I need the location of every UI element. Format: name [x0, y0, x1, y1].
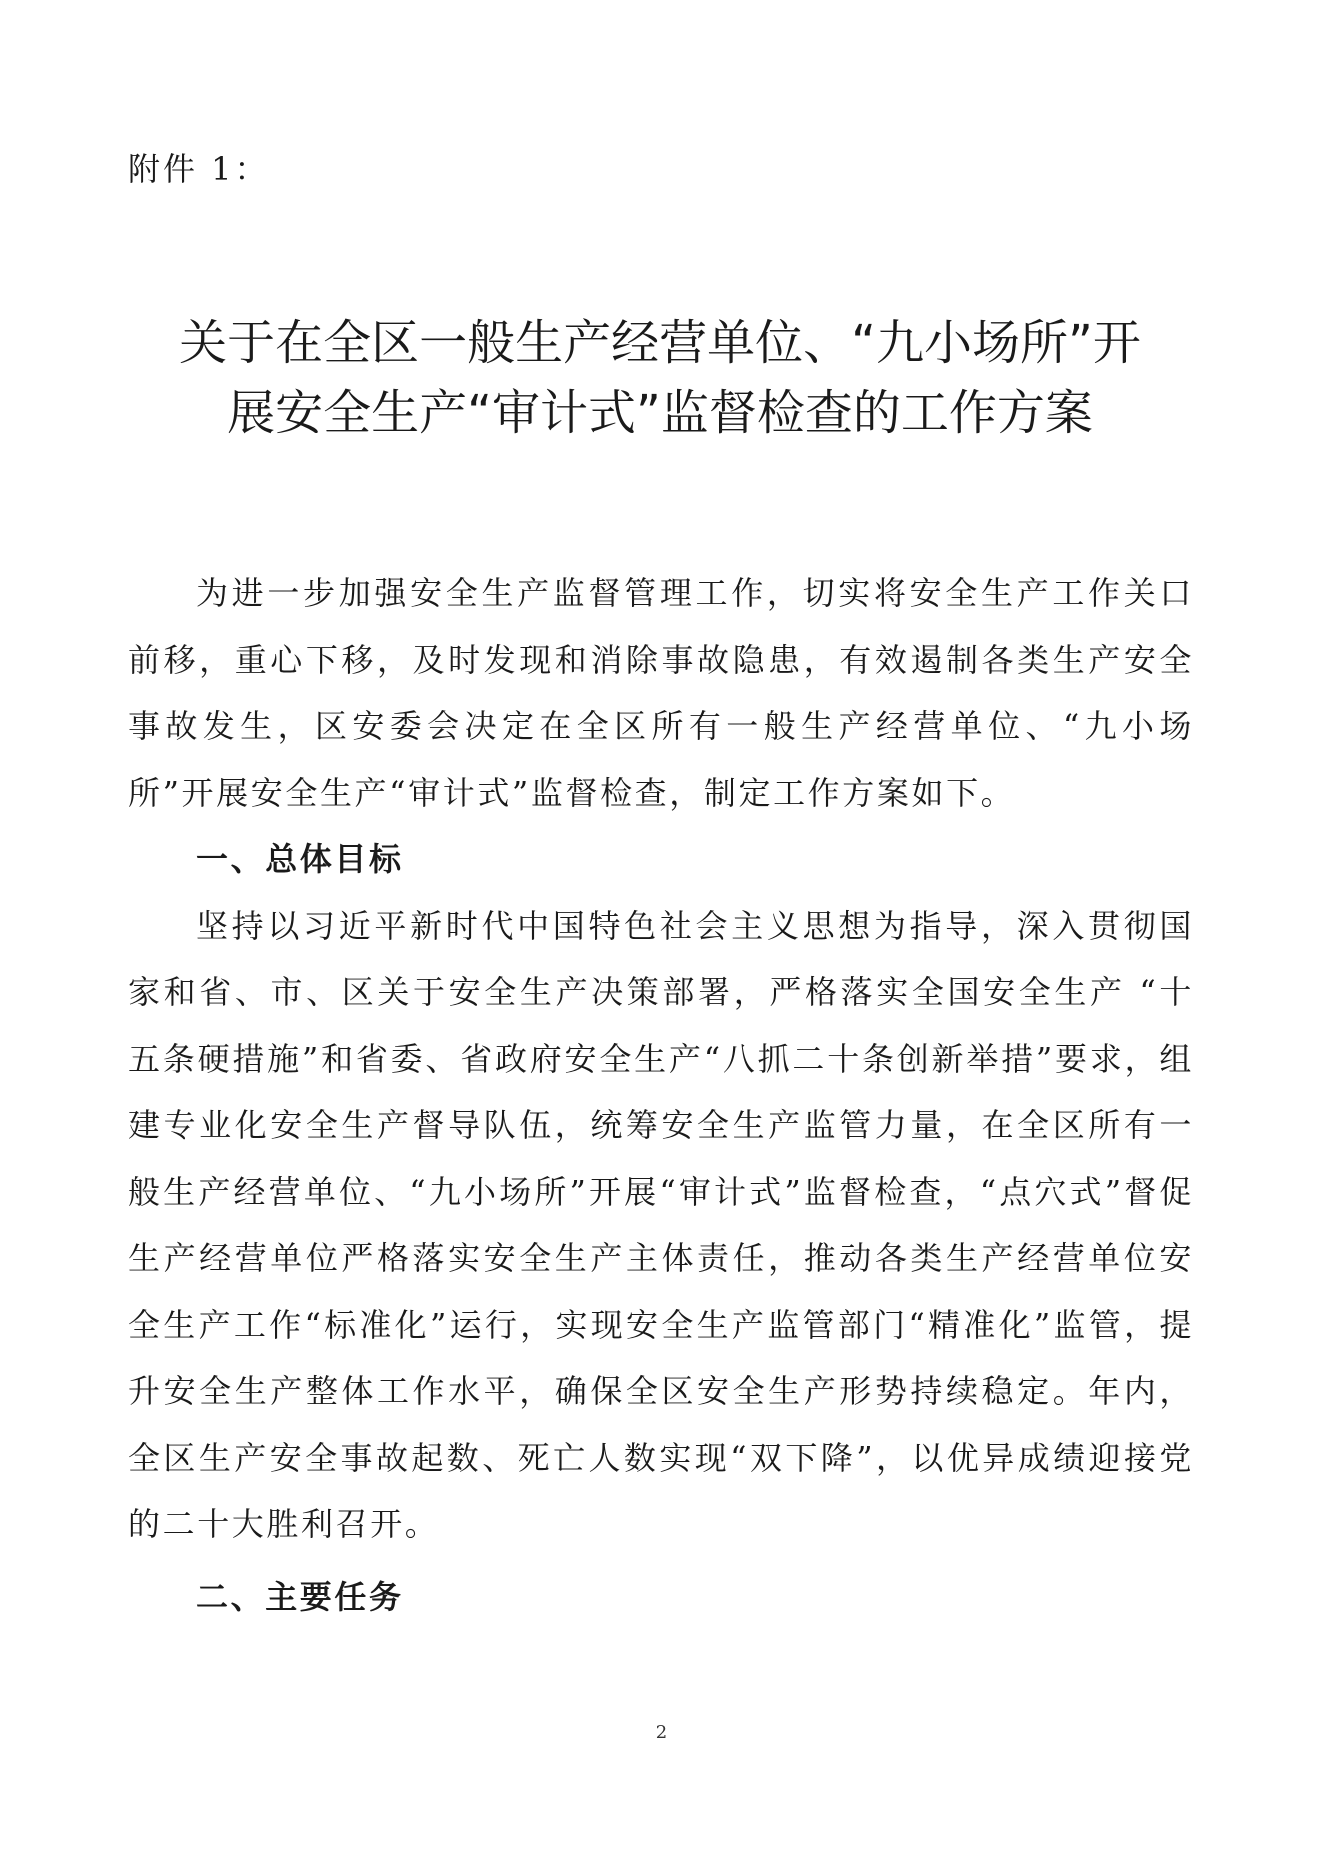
document-body — [128, 560, 1194, 1630]
page-number: 2 — [655, 1722, 668, 1743]
section-heading-overall-goal: 一、总体目标 — [196, 840, 404, 878]
intro-paragraph: 为进一步加强安全生产监督管理工作，切实将安全生产工作关口前移，重心下移，及时发现和消除事故隐患，有效遏制各类生产安全事故发生，区安委会决定在全区所有一般生产经营单位、“九小场所”开展安全生产“审计式”监督检查，制定工作方案如下。 — [128, 574, 1194, 812]
overall-goal-paragraph: 坚持以习近平新时代中国特色社会主义思想为指导，深入贯彻国家和省、市、区关于安全生产决策部署，严格落实全国安全生产 “十五条硬措施”和省委、省政府安全生产“八抓二十条创新举措”要求，组建专业化安全生产督导队伍，统筹安全生产监管力量，在全区所有一般生产经营单位、“九小场所”开展“审计式”监督检查，“点穴式”督促生产经营单位严格落实安全生产主体责任，推动各类生产经营单位安全生产工作“标准化”运行，实现安全生产监管部门“精准化”监管，提升安全生产整体工作水平，确保全区安全生产形势持续稳定。年内，全区生产安全事故起数、死亡人数实现“双下降”，以优异成绩迎接党的二十大胜利召开。 — [128, 906, 1194, 1543]
title-line-1: 关于在全区一般生产经营单位、“九小场所”开 — [179, 315, 1141, 371]
document-title — [120, 308, 1200, 448]
attachment-label: 附件 1： — [128, 150, 270, 188]
title-line-2: 展安全生产“审计式”监督检查的工作方案 — [227, 385, 1093, 441]
section-heading-main-tasks: 二、主要任务 — [196, 1577, 404, 1616]
